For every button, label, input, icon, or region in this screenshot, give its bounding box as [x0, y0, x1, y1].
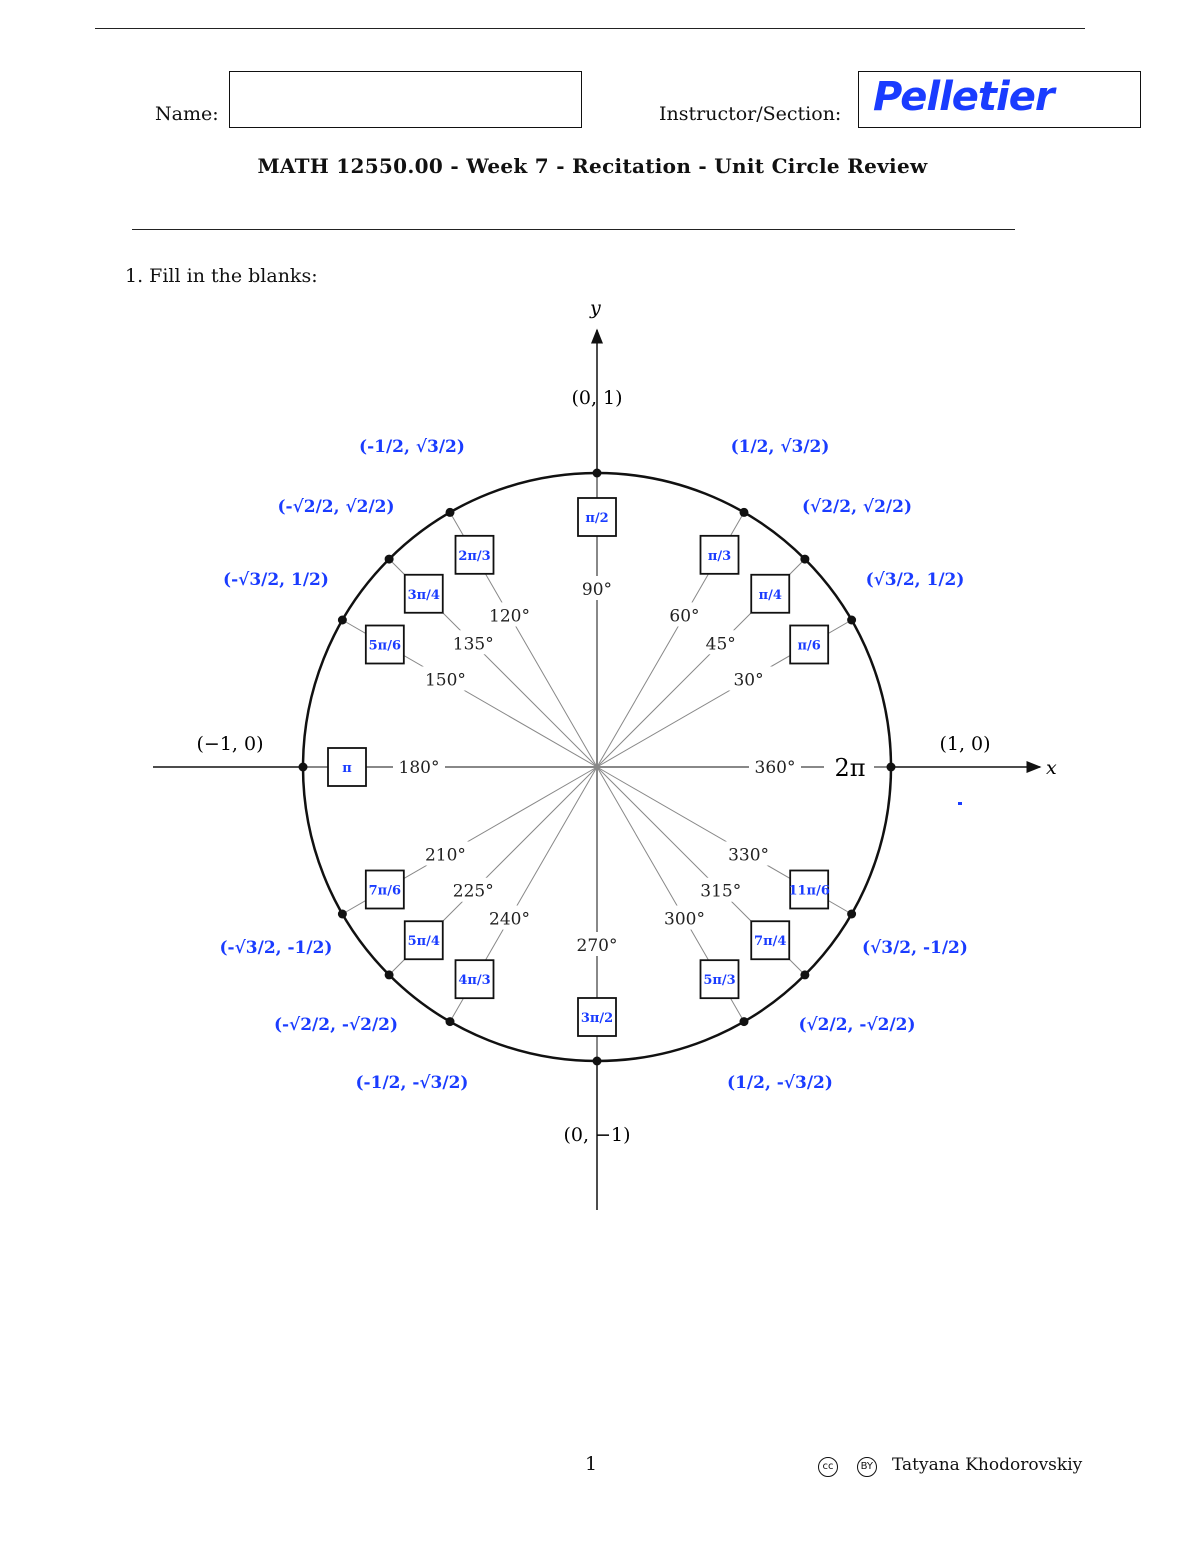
circle-dot-60 [740, 508, 749, 517]
point-top: (0, 1) [571, 387, 623, 409]
radian-answer-30: π/6 [797, 638, 821, 654]
degree-label-180: 180° [398, 758, 440, 778]
coordinate-answer-120: (-1/2, √3/2) [359, 437, 465, 457]
degree-label-360: 360° [754, 758, 796, 778]
radian-answer-240: 4π/3 [458, 973, 491, 989]
circle-dot-120 [446, 508, 455, 517]
coordinate-answer-45: (√2/2, √2/2) [801, 497, 913, 517]
circle-dot-135 [385, 555, 394, 564]
page-number: 1 [585, 1453, 598, 1475]
degree-label-270: 270° [576, 936, 618, 956]
coordinate-answer-150: (-√3/2, 1/2) [223, 570, 329, 590]
coordinate-answer-30: (√3/2, 1/2) [865, 570, 965, 590]
circle-dot-45 [800, 555, 809, 564]
instructor-label: Instructor/Section: [659, 103, 842, 125]
coordinate-answer-60: (1/2, √3/2) [730, 437, 830, 457]
degree-label-60: 60° [669, 606, 700, 627]
degree-label-30: 30° [733, 670, 764, 691]
circle-dot-300 [740, 1017, 749, 1026]
degree-label-330: 330° [728, 845, 770, 866]
circle-dot-30 [847, 616, 856, 625]
radian-answer-135: 3π/4 [407, 587, 440, 603]
degree-label-90: 90° [581, 580, 613, 600]
two-pi-label: 2π [834, 754, 866, 782]
circle-dot-360 [887, 763, 896, 772]
coordinate-answer-300: (1/2, -√3/2) [727, 1073, 833, 1093]
radian-answer-150: 5π/6 [368, 638, 402, 654]
radian-answer-210: 7π/6 [368, 883, 402, 899]
degree-label-210: 210° [424, 845, 466, 866]
radian-answer-315: 7π/4 [754, 934, 787, 950]
coordinate-answer-315: (√2/2, -√2/2) [798, 1015, 916, 1035]
degree-label-240: 240° [489, 909, 530, 930]
coordinate-answer-210: (-√3/2, -1/2) [219, 938, 333, 958]
coordinate-answer-135: (-√2/2, √2/2) [277, 497, 395, 517]
author-name: Tatyana Khodorovskiy [892, 1455, 1083, 1475]
circle-dot-150 [338, 616, 347, 625]
radian-answer-120: 2π/3 [458, 548, 491, 564]
radian-answer-45: π/4 [758, 587, 782, 603]
page-title: MATH 12550.00 - Week 7 - Recitation - Unit Circle Review [257, 154, 928, 178]
radian-answer-330: 11π/6 [788, 883, 830, 899]
degree-label-315: 315° [700, 881, 742, 902]
circle-dot-330 [847, 910, 856, 919]
degree-label-300: 300° [664, 909, 705, 930]
name-label: Name: [155, 103, 219, 125]
radian-answer-60: π/3 [707, 548, 732, 564]
radian-answer-90: π/2 [585, 511, 609, 526]
instructor-value: Pelletier [873, 74, 1054, 120]
point-left: (−1, 0) [196, 733, 264, 755]
coordinate-answer-330: (√3/2, -1/2) [862, 938, 968, 958]
radian-answer-270: 3π/2 [580, 1011, 614, 1026]
radian-answer-225: 5π/4 [407, 934, 440, 950]
question-label: 1. Fill in the blanks: [125, 265, 318, 287]
x-axis-label: x [1046, 757, 1057, 779]
degree-label-120: 120° [489, 606, 530, 627]
radian-answer-300: 5π/3 [703, 973, 736, 989]
degree-label-150: 150° [424, 670, 466, 691]
y-axis-label: y [590, 297, 601, 319]
circle-dot-270 [593, 1057, 602, 1066]
point-bottom: (0, −1) [563, 1124, 631, 1146]
circle-dot-210 [338, 910, 347, 919]
circle-dot-315 [800, 970, 809, 979]
circle-dot-180 [299, 763, 308, 772]
coordinate-answer-225: (-√2/2, -√2/2) [273, 1015, 399, 1035]
degree-label-45: 45° [705, 634, 736, 655]
circle-dot-225 [385, 970, 394, 979]
degree-label-135: 135° [452, 634, 494, 655]
circle-dot-240 [446, 1017, 455, 1026]
degree-label-225: 225° [452, 881, 494, 902]
ink-mark [958, 802, 962, 805]
coordinate-answer-240: (-1/2, -√3/2) [355, 1073, 469, 1093]
radian-answer-180: π [342, 761, 352, 776]
circle-dot-90 [593, 469, 602, 478]
point-right: (1, 0) [939, 733, 991, 755]
cc-by-icon: cc BY [818, 1455, 877, 1477]
